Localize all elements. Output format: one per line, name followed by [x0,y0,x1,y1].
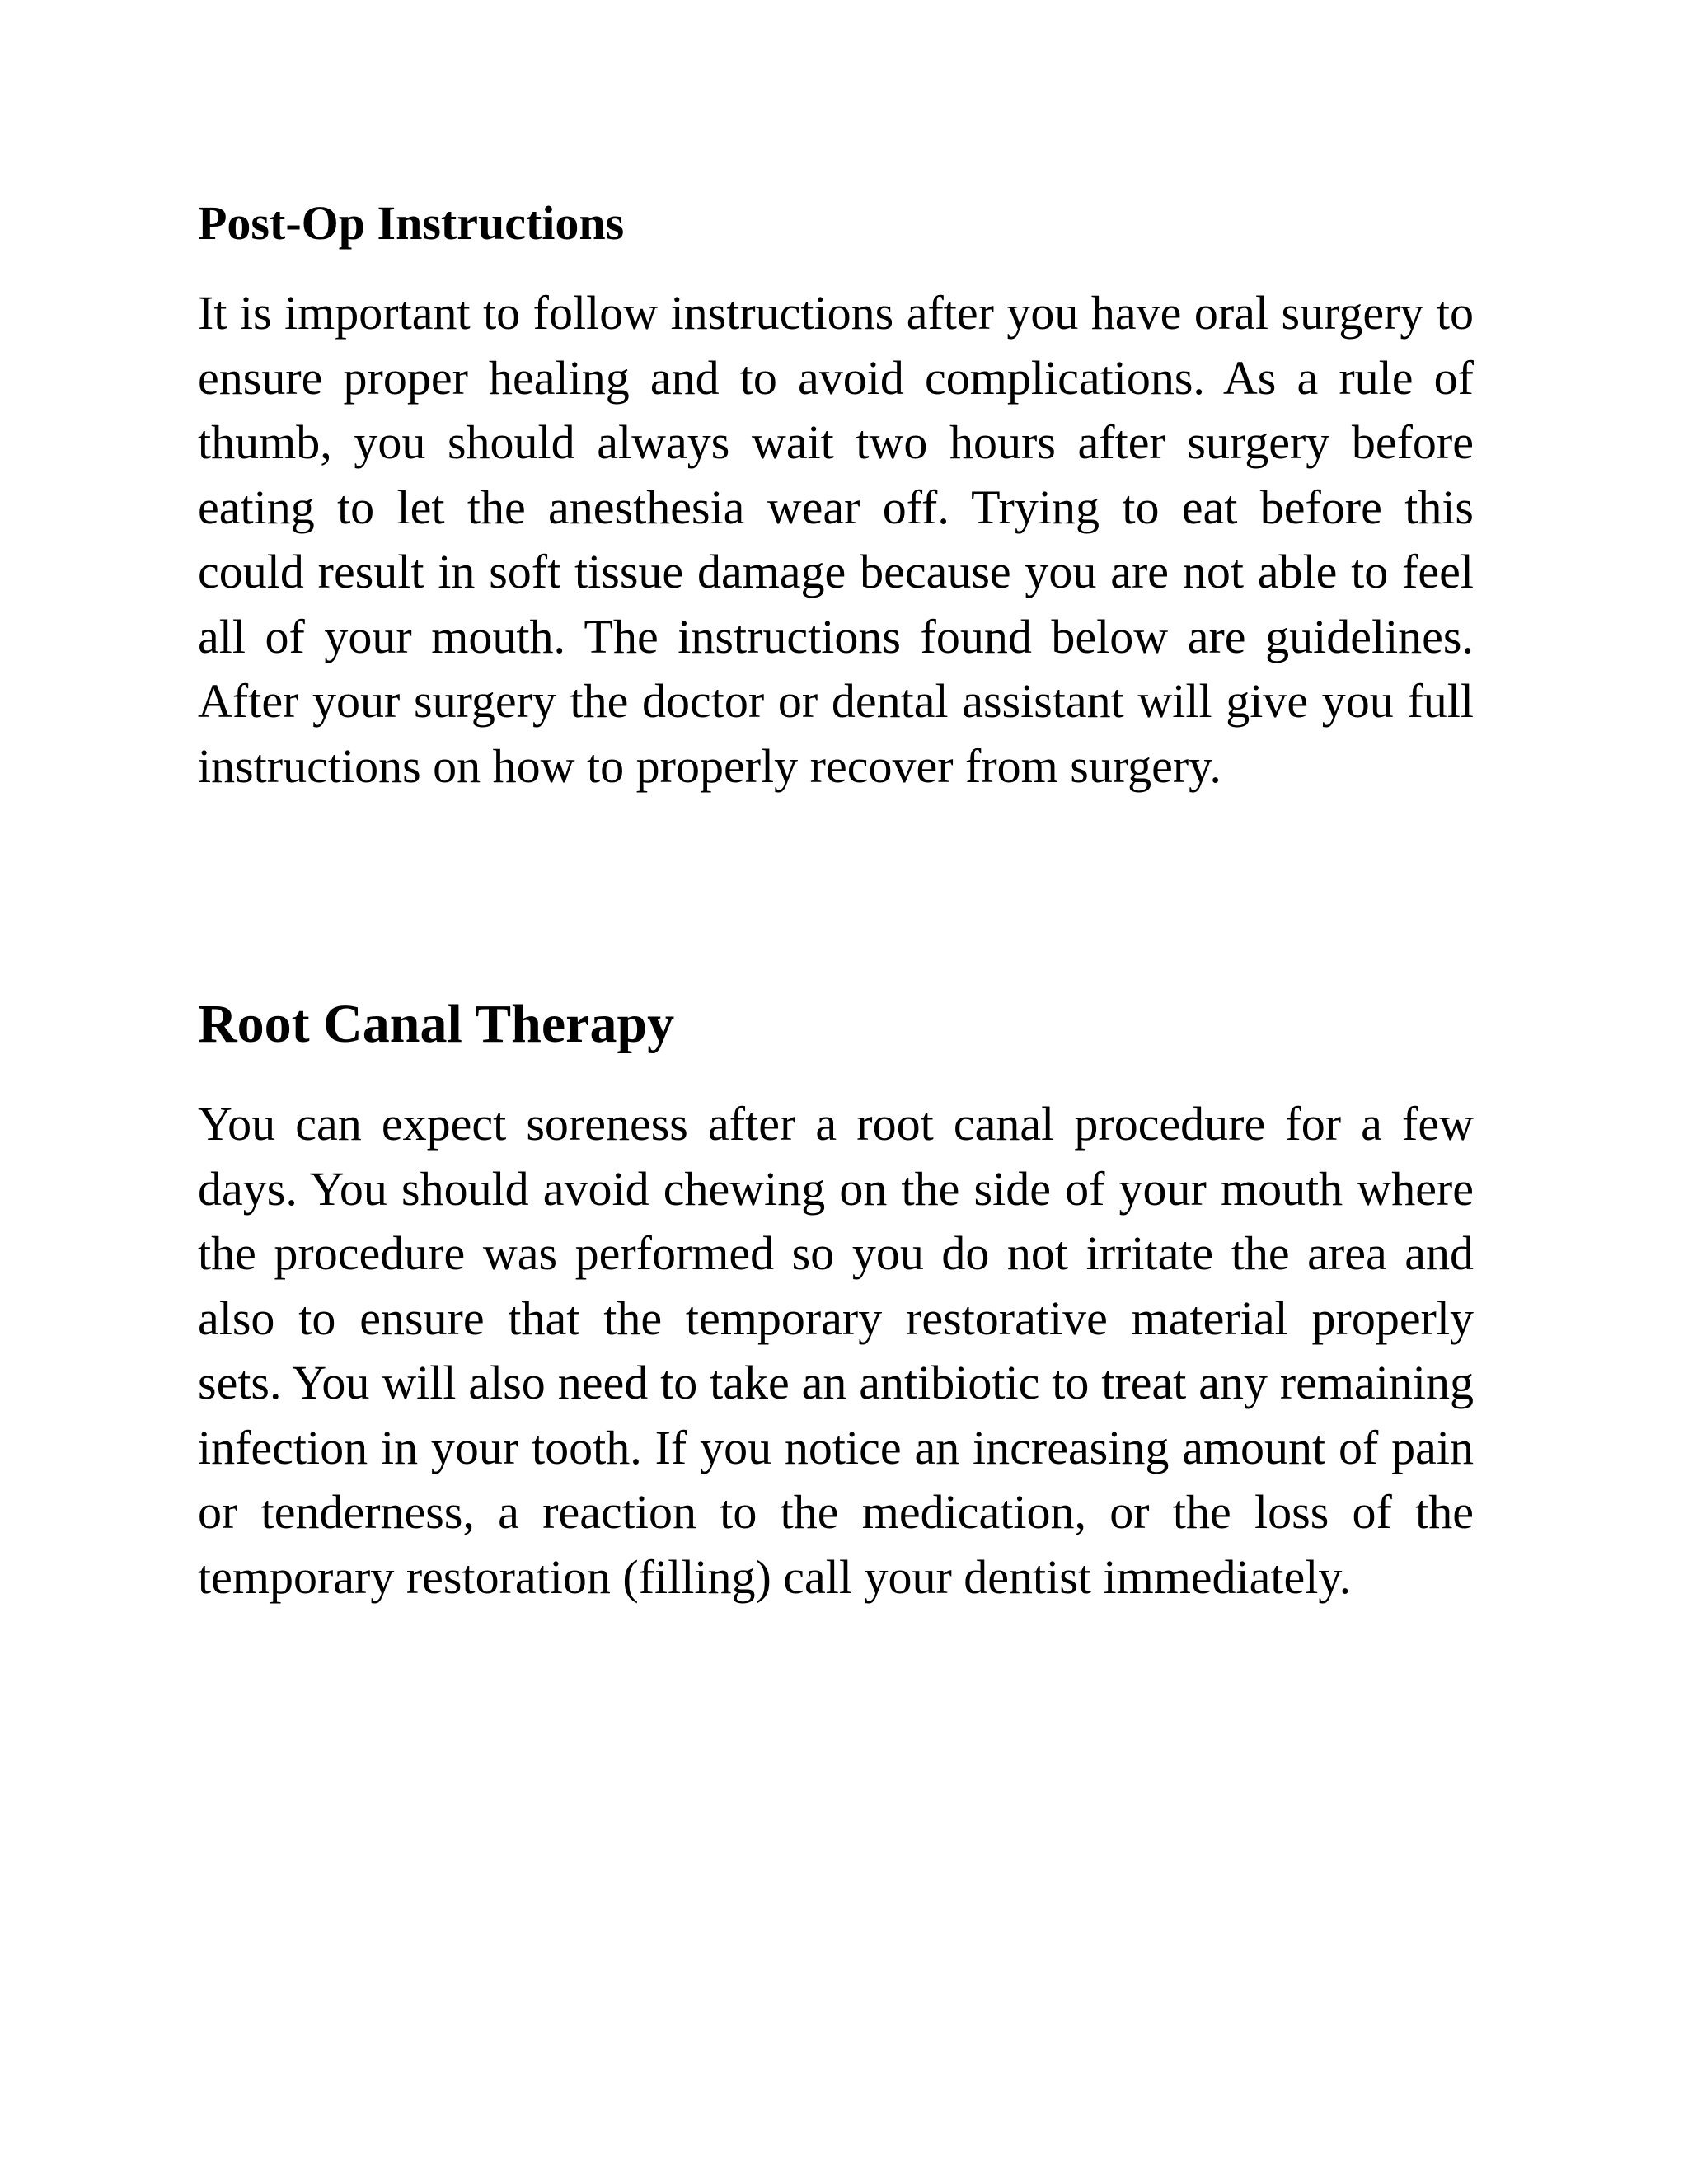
document-page [198,0,1474,2184]
root-canal-heading: Root Canal Therapy [198,994,675,1054]
post-op-heading: Post-Op Instructions [198,196,625,250]
root-canal-paragraph: You can expect soreness after a root canal procedure for a few days. You should avoid chewing on the side of your mouth where the procedure was performed so you do not irritate the area and also to ensure that the temporary restorative material properly sets. You will also need to take an antibiotic to treat any remaining infection in your tooth. If you notice an increasing amount of pain or tenderness, a reaction to the medication, or the loss of the temporary restoration (filling) call your dentist immediately. [198,1097,1474,1604]
root-canal-section [198,991,1474,1610]
post-op-paragraph: It is important to follow instructions after you have oral surgery to ensure proper healing and to avoid complications. As a rule of thumb, you should always wait two hours after surgery before eating to let the anesthesia wear off. Trying to eat before this could result in soft tissue damage because you are not able to feel all of your mouth. The instructions found below are guidelines. After your surgery the doctor or dental assistant will give you full instructions on how to properly recover from surgery. [198,286,1474,793]
post-op-section [198,194,1474,799]
